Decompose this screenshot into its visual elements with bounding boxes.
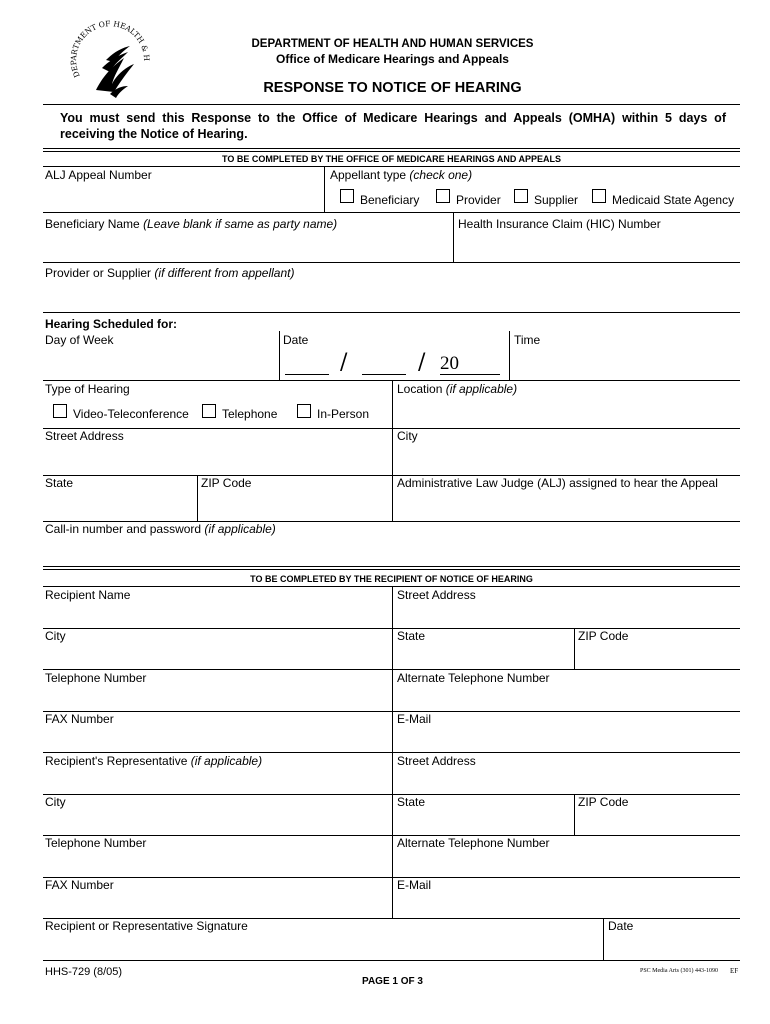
- recipient-fax-label: FAX Number: [45, 712, 114, 726]
- zip-code-label: ZIP Code: [201, 476, 252, 490]
- representative-street-address-label: Street Address: [397, 754, 476, 768]
- state-label: State: [45, 476, 74, 490]
- location-label: Location (if applicable): [397, 382, 518, 396]
- year-prefix: 20: [440, 353, 459, 374]
- street-address-label: Street Address: [45, 429, 124, 443]
- date-label: Date: [283, 333, 309, 347]
- time-label: Time: [514, 333, 541, 347]
- recipient-alt-telephone-label: Alternate Telephone Number: [397, 671, 550, 685]
- recipient-email-field[interactable]: [393, 711, 740, 752]
- instruction-text: You must send this Response to the Office of Medicare Hearings and Appeals (OMHA) within 5 days of receiving the Notice of Hearing.: [60, 111, 726, 141]
- day-of-week-label: Day of Week: [45, 333, 114, 347]
- representative-telephone-label: Telephone Number: [45, 836, 147, 850]
- call-in-label: Call-in number and password (if applicable): [45, 522, 276, 536]
- section1-heading: TO BE COMPLETED BY THE OFFICE OF MEDICARE HEARINGS AND APPEALS: [221, 154, 562, 164]
- recipient-telephone-label: Telephone Number: [45, 671, 147, 685]
- in-person-option-label: In-Person: [317, 407, 370, 421]
- appellant-type-label: Appellant type (check one): [330, 168, 473, 182]
- page-number: PAGE 1 OF 3: [362, 976, 423, 987]
- signature-date-label: Date: [608, 919, 634, 933]
- video-teleconference-option-label: Video-Teleconference: [73, 407, 189, 421]
- psc-credit: PSC Media Arts (301) 443-1090: [640, 968, 718, 974]
- recipient-zip-label: ZIP Code: [578, 629, 629, 643]
- supplier-checkbox[interactable]: [514, 189, 528, 203]
- date-day-blank: [362, 374, 406, 375]
- telephone-checkbox[interactable]: [202, 404, 216, 418]
- form-number: HHS-729 (8/05): [45, 966, 123, 978]
- representative-zip-label: ZIP Code: [578, 795, 629, 809]
- recipient-email-label: E-Mail: [397, 712, 432, 726]
- beneficiary-name-label: Beneficiary Name (Leave blank if same as party name): [45, 217, 338, 231]
- supplier-option-label: Supplier: [534, 193, 579, 207]
- section2-rule-top: [43, 566, 740, 567]
- office-name: Office of Medicare Hearings and Appeals: [276, 52, 509, 66]
- date-year-blank: [440, 374, 500, 375]
- section2-heading: TO BE COMPLETED BY THE RECIPIENT OF NOTICE OF HEARING: [250, 574, 533, 584]
- row-rule: [43, 312, 740, 313]
- beneficiary-option-label: Beneficiary: [360, 193, 420, 207]
- row-rule: [43, 960, 740, 961]
- hearing-city-field[interactable]: [393, 428, 740, 475]
- form-title: RESPONSE TO NOTICE OF HEARING: [263, 80, 522, 96]
- representative-email-field[interactable]: [393, 877, 740, 918]
- alj-appeal-number-label: ALJ Appeal Number: [45, 168, 152, 182]
- representative-city-label: City: [45, 795, 66, 809]
- date-field[interactable]: [280, 331, 509, 380]
- hhs-seal: [66, 18, 158, 110]
- divider: [324, 166, 325, 212]
- recipient-city-field[interactable]: [43, 628, 392, 669]
- medicaid-state-agency-checkbox[interactable]: [592, 189, 606, 203]
- provider-supplier-label: Provider or Supplier (if different from appellant): [45, 266, 295, 280]
- alj-assigned-label: Administrative Law Judge (ALJ) assigned to hear the Appeal: [397, 476, 718, 490]
- recipient-state-label: State: [397, 629, 426, 643]
- section1-rule-top: [43, 148, 740, 149]
- section1-rule-top2: [43, 151, 740, 152]
- beneficiary-checkbox[interactable]: [340, 189, 354, 203]
- recipient-city-label: City: [45, 629, 66, 643]
- medicaid-state-agency-option-label: Medicaid State Agency: [612, 193, 735, 207]
- representative-alt-telephone-label: Alternate Telephone Number: [397, 836, 550, 850]
- provider-checkbox[interactable]: [436, 189, 450, 203]
- telephone-option-label: Telephone: [222, 407, 278, 421]
- recipient-street-address-label: Street Address: [397, 588, 476, 602]
- time-field[interactable]: [510, 331, 740, 380]
- date-slash: /: [418, 350, 426, 375]
- date-slash: /: [340, 350, 348, 375]
- seal-text: DEPARTMENT OF HEALTH & H: [68, 19, 152, 79]
- header-rule: [43, 104, 740, 105]
- representative-state-label: State: [397, 795, 426, 809]
- type-of-hearing-label: Type of Hearing: [45, 382, 130, 396]
- day-of-week-field[interactable]: [43, 331, 279, 380]
- hearing-scheduled-label: Hearing Scheduled for:: [45, 317, 178, 331]
- representative-email-label: E-Mail: [397, 878, 432, 892]
- representative-label: Recipient's Representative (if applicable): [45, 754, 263, 768]
- provider-option-label: Provider: [456, 193, 501, 207]
- in-person-checkbox[interactable]: [297, 404, 311, 418]
- section2-rule-top2: [43, 569, 740, 570]
- city-label: City: [397, 429, 418, 443]
- hic-number-label: Health Insurance Claim (HIC) Number: [458, 217, 661, 231]
- date-month-blank: [285, 374, 329, 375]
- recipient-name-label: Recipient Name: [45, 588, 131, 602]
- representative-fax-label: FAX Number: [45, 878, 114, 892]
- department-name: DEPARTMENT OF HEALTH AND HUMAN SERVICES: [251, 38, 534, 50]
- ef-mark: EF: [730, 967, 739, 975]
- signature-label: Recipient or Representative Signature: [45, 919, 248, 933]
- video-teleconference-checkbox[interactable]: [53, 404, 67, 418]
- representative-city-field[interactable]: [43, 794, 392, 835]
